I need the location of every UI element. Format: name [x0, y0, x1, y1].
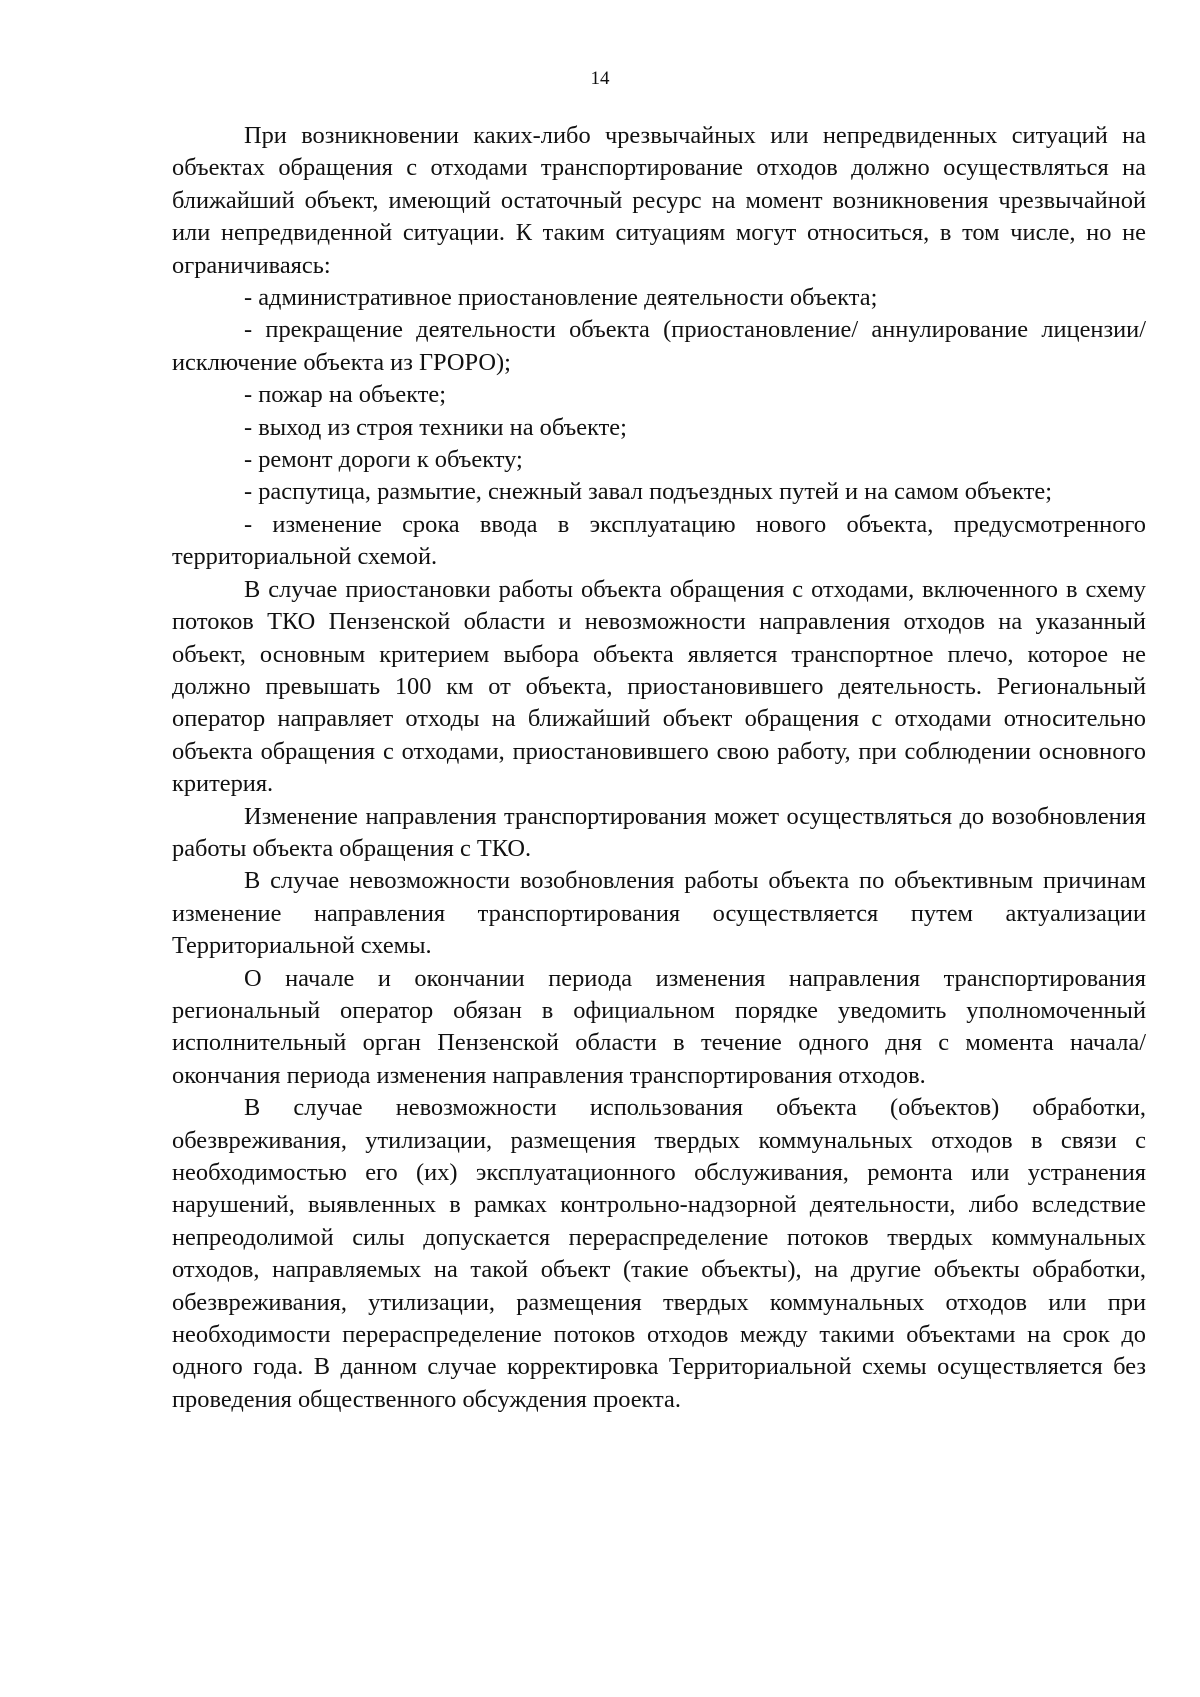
paragraph-scheme-update: В случае невозможности возобновления работы объекта по объективным причинам изменение направления транспортирования осуществляется путем актуализации Территориальной схемы.	[172, 867, 1146, 960]
paragraph-direction-change: Изменение направления транспортирования может осуществляться до возобновления работы объекта обращения с ТКО.	[172, 802, 1146, 862]
list-item-administrative-suspension: - административное приостановление деятельности объекта;	[244, 284, 878, 312]
page-number: 14	[590, 68, 610, 89]
paragraph-notification: О начале и окончании периода изменения направления транспортирования региональный оператор обязан в официальном порядке уведомить уполномоченный исполнительный орган Пензенской области в течение одного дня с момента начала/окончания периода изменения направления транспортирования отходов.	[172, 964, 1146, 1089]
paragraph-emergency-intro: При возникновении каких-либо чрезвычайных или непредвиденных ситуаций на объектах обращения с отходами транспортирование отходов должно осуществляться на ближайший объект, имеющий остаточный ресурс на момент возникновения чрезвычайной или непредвиденной ситуации. К таким ситуациям могут относиться, в том числе, но не ограничиваясь:	[172, 122, 1146, 279]
list-item-commissioning-change: - изменение срока ввода в эксплуатацию нового объекта, предусмотренного территориальной схемой.	[172, 510, 1146, 571]
paragraph-redistribution: В случае невозможности использования объекта (объектов) обработки, обезвреживания, утилизации, размещения твердых коммунальных отходов в связи с необходимостью его (их) эксплуатационного обслуживания, ремонта или устранения нарушений, выявленных в рамках контрольно-надзорной деятельности, либо вследствие непреодолимой силы допускается перераспределение потоков твердых коммунальных отходов, направляемых на такой объект (такие объекты), на другие объекты обработки, обезвреживания, утилизации, размещения твердых коммунальных отходов или при необходимости перераспределение потоков отходов между такими объектами на срок до одного года. В данном случае корректировка Территориальной схемы осуществляется без проведения общественного обсуждения проекта.	[172, 1094, 1146, 1413]
list-item-termination-of-activity: - прекращение деятельности объекта (приостановление/ аннулирование лицензии/ исключение объекта из ГРОРО);	[172, 316, 1146, 376]
list-item-equipment-failure: - выход из строя техники на объекте;	[244, 413, 627, 441]
document-body	[172, 120, 1146, 1416]
paragraph-suspension-criteria: В случае приостановки работы объекта обращения с отходами, включенного в схему потоков ТКО Пензенской области и невозможности направления отходов на указанный объект, основным критерием выбора объекта является транспортное плечо, которое не должно превышать 100 км от объекта, приостановившего деятельность. Региональный оператор направляет отходы на ближайший объект обращения с отходами относительно объекта обращения с отходами, приостановившего свою работу, при соблюдении основного критерия.	[172, 575, 1146, 798]
list-item-fire: - пожар на объекте;	[244, 381, 447, 409]
list-item-road-conditions: - распутица, размытие, снежный завал подъездных путей и на самом объекте;	[244, 478, 1052, 506]
list-item-road-repair: - ремонт дороги к объекту;	[244, 446, 523, 474]
